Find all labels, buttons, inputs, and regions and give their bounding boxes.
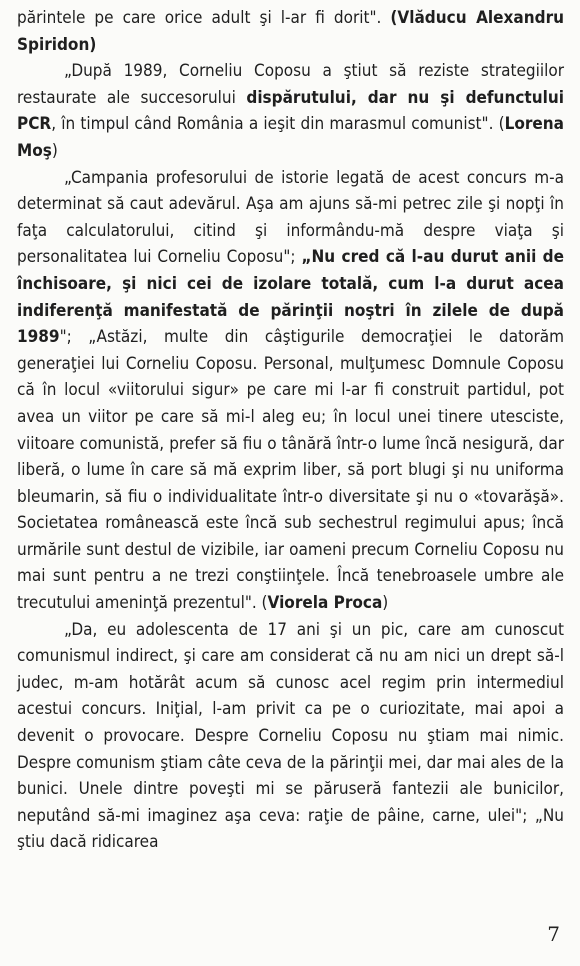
bold-text: Lorena Moş: [17, 114, 564, 161]
paragraph: [17, 617, 564, 856]
paragraph: [17, 165, 564, 617]
text-segment: "; „Astăzi, multe din câştigurile democraţiei le datorăm generaţiei lui Corneliu Coposu. Personal, mulţumesc Domnule Coposu că în locul «viitorului sigur» pe care mi l-ar fi construit partidul, pot avea un viitor pe care să mi-l aleg eu; în locul unei tinere utesciste, viitoare comunistă, prefer să fiu o tânără într-o lume încă nesigură, dar liberă, o lume în care să mă exprim liber, să port blugi şi nu uniforma bleumarin, să fiu o individualitate într-o diversitate şi nu o «tovarăşă». Societatea românească este încă sub sechestrul regimului apus; încă urmările sunt destul de vizibile, iar oameni precum Corneliu Coposu nu mai sunt pentru a ne trezi conştiinţele. Încă tenebroasele umbre ale trecutului ameninţă prezentul". (: [17, 327, 564, 614]
text-segment: „Campania profesorului de istorie legată de acest concurs m-a determinat să caut adevărul. Aşa am ajuns să-mi petrec zile şi nopţi în faţa calculatorului, citind şi informându-mă despre viaţa şi personalitatea lui Corneliu Coposu";: [17, 167, 564, 268]
text-segment: ): [382, 593, 389, 614]
text-segment: „Da, eu adolescenta de 17 ani şi un pic, care am cunoscut comunismul indirect, şi care am considerat că nu am nici un drept să-l judec, m-am hotărât acum să cunosc acel regim prin intermediul acestui concurs. Iniţial, l-am privit ca pe o curiozitate, mai apoi a devenit o provocare. Despre Corneliu Coposu nu ştiam mai nimic. Despre comunism ştiam câte ceva de la părinţii mei, dar mai ales de la bunici. Unele dintre poveşti mi se păruseră fantezii ale bunicilor, neputând să-mi imaginez aşa ceva: raţie de pâine, carne, ulei"; „Nu ştiu dacă ridicarea: [17, 619, 564, 853]
bold-text: Viorela Proca: [267, 593, 383, 614]
text-segment: părintele pe care orice adult şi l-ar fi dorit".: [17, 8, 391, 28]
text-segment: ): [51, 140, 58, 161]
body-text: [17, 5, 564, 856]
text-segment: , în timpul când România a ieşit din marasmul comunist". (: [51, 114, 505, 135]
bold-text: „Nu cred că l-au durut anii de închisoare, şi nici cei de izolare totală, cum l-a durut acea indiferenţă manifestată de părinţii noştri în zilele de după 1989: [17, 247, 564, 348]
page-number: 7: [547, 922, 560, 946]
text-segment: „După 1989, Corneliu Coposu a ştiut să reziste strategiilor restaurate ale succesorului: [17, 61, 564, 108]
paragraph: [17, 58, 564, 164]
bold-text: (Vlăducu Alexandru Spiridon): [17, 8, 565, 55]
paragraph: [17, 5, 564, 58]
bold-text: dispărutului, dar nu şi defunctului PCR: [17, 87, 564, 135]
